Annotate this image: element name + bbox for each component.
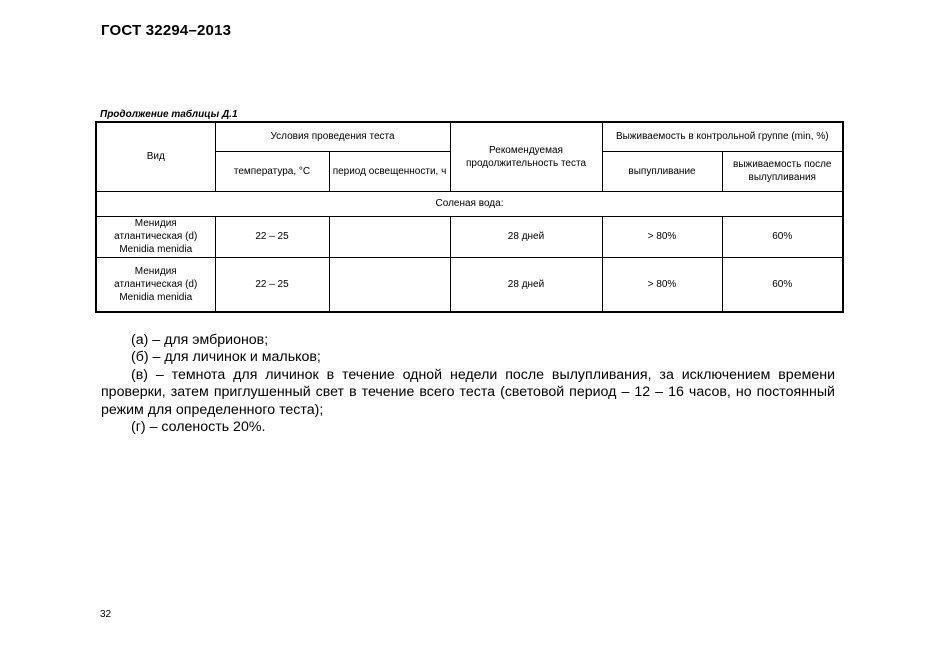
light-period-cell bbox=[329, 257, 450, 312]
header-post-hatch: выживаемость после вылупливания bbox=[722, 151, 843, 191]
document-header: ГОСТ 32294–2013 bbox=[101, 22, 232, 39]
post-hatch-cell: 60% bbox=[722, 257, 843, 312]
header-temperature: температура, °С bbox=[215, 151, 329, 191]
species-name-line: Менидия bbox=[134, 265, 177, 277]
species-cell bbox=[96, 257, 215, 312]
table-caption: Продолжение таблицы Д.1 bbox=[100, 109, 238, 120]
note-c: (в) – темнота для личинок в течение одной недели после вылупливания, за исключением времени проверки, затем приглушенный свет в течение всего теста (световой период – 12 – 16 часов, но постоянный режим для определенного теста); bbox=[101, 366, 835, 418]
note-d: (г) – соленость 20%. bbox=[131, 419, 266, 436]
header-row-1 bbox=[96, 122, 843, 151]
species-cell bbox=[96, 216, 215, 257]
species-name-line: Менидия bbox=[134, 218, 177, 229]
light-period-cell bbox=[329, 216, 450, 257]
header-survival: Выживаемость в контрольной группе (min, %) bbox=[602, 122, 843, 151]
species-name-line: атлантическая (d) bbox=[114, 231, 198, 242]
header-species: Вид bbox=[96, 122, 215, 191]
temperature-cell: 22 – 25 bbox=[215, 216, 329, 257]
table-notes bbox=[101, 332, 835, 436]
header-duration: Рекомендуемая продолжительность теста bbox=[450, 122, 602, 191]
hatching-cell: > 80% bbox=[602, 216, 722, 257]
duration-cell: 28 дней bbox=[450, 216, 602, 257]
post-hatch-cell: 60% bbox=[722, 216, 843, 257]
data-table bbox=[95, 121, 844, 313]
species-latin-line: Menidia menidia bbox=[119, 291, 193, 303]
section-row bbox=[96, 191, 843, 216]
header-hatching: выпупливание bbox=[602, 151, 722, 191]
table-row bbox=[96, 257, 843, 312]
page-number: 32 bbox=[100, 609, 112, 620]
section-label: Соленая вода: bbox=[96, 191, 843, 216]
note-b: (б) – для личинок и мальков; bbox=[131, 349, 321, 366]
species-latin-line: Menidia menidia bbox=[119, 244, 193, 255]
table-row bbox=[96, 216, 843, 257]
header-light-period: период освещенности, ч bbox=[329, 151, 450, 191]
header-conditions: Условия проведения теста bbox=[215, 122, 450, 151]
duration-cell: 28 дней bbox=[450, 257, 602, 312]
note-a: (а) – для эмбрионов; bbox=[131, 332, 269, 348]
species-name-line: атлантическая (d) bbox=[114, 278, 198, 290]
hatching-cell: > 80% bbox=[602, 257, 722, 312]
temperature-cell: 22 – 25 bbox=[215, 257, 329, 312]
